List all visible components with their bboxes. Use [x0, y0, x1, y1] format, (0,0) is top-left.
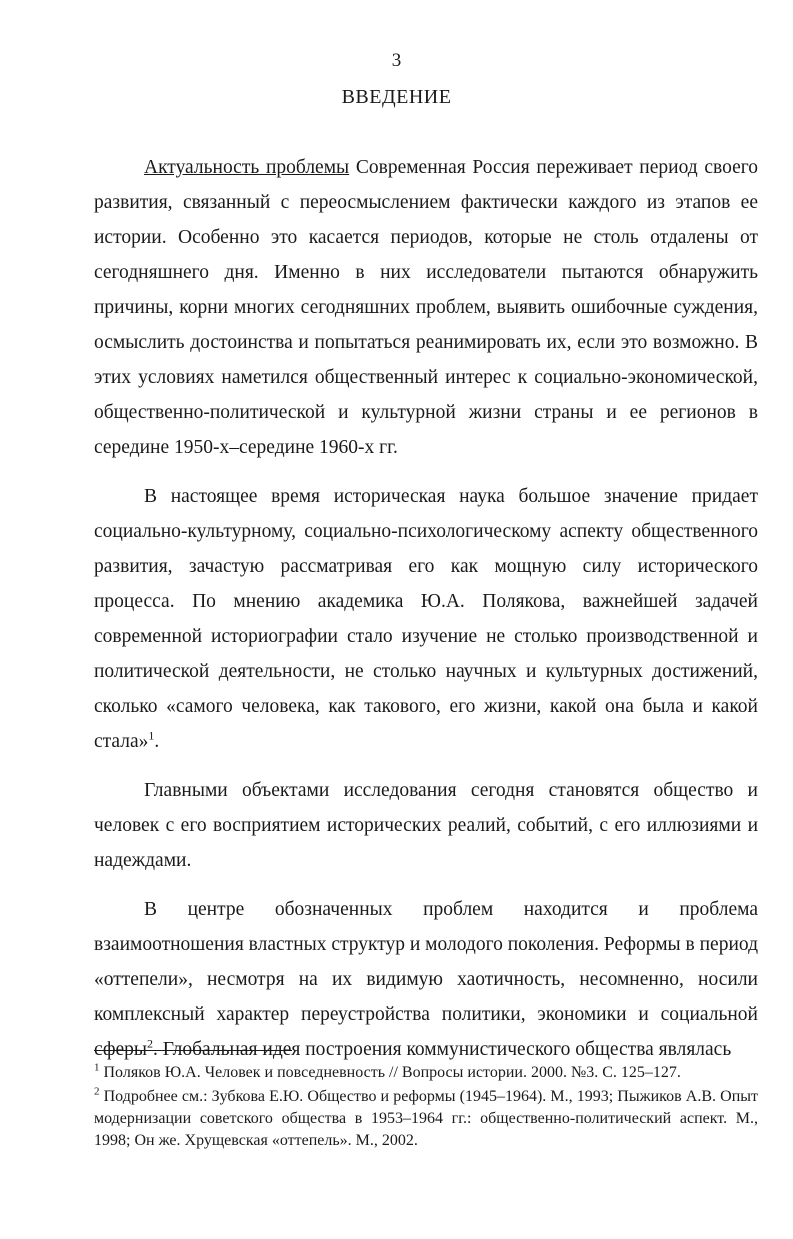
paragraph-4-end: . Глобальная идея построения коммунистического общества являлась — [153, 1039, 732, 1060]
footnote-ref-1: 1 — [148, 728, 155, 743]
page-title: ВВЕДЕНИЕ — [341, 86, 452, 108]
footnote-1-text: Поляков Ю.А. Человек и повседневность // Вопросы истории. 2000. №3. С. 125–127. — [99, 1064, 681, 1081]
footnote-1 — [94, 1062, 758, 1084]
page-number: 3 — [391, 50, 402, 71]
footnote-ref-2: 2 — [147, 1036, 154, 1051]
paragraph-4 — [94, 892, 758, 1067]
paragraph-1-text: Современная Россия переживает период своего развития, связанный с переосмыслением фактически каждого из этапов ее истории. Особенно это касается периодов, которые не столь отдалены от сегодняшнего дня. Именно в них исследователи пытаются обнаружить причины, корни многих сегодняшних проблем, выявить ошибочные суждения, осмыслить достоинства и попытаться реанимировать их, если это возможно. В этих условиях наметился общественный интерес к социально-экономической, общественно-политической и культурной жизни страны и ее регионов в середине 1950-х–середине 1960-х гг. — [94, 157, 759, 458]
footnote-2-number: 2 — [94, 1085, 100, 1098]
paragraph-3-text: Главными объектами исследования сегодня становятся общество и человек с его восприятием исторических реалий, событий, с его иллюзиями и надеждами. — [94, 780, 758, 871]
footnote-divider — [94, 1050, 292, 1051]
footnotes — [94, 1062, 758, 1154]
paragraph-2 — [94, 479, 758, 759]
paragraph-1-lead: Актуальность проблемы — [144, 157, 350, 178]
paragraph-4-text: В центре обозначенных проблем находится и проблема взаимоотношения властных структур и молодого поколения. Реформы в период «оттепели», несмотря на их видимую хаотичность, несомненно, носили комплексный характер переустройства политики, экономики и социальной сферы — [94, 899, 758, 1060]
footnote-2-text: Подробнее см.: Зубкова Е.Ю. Общество и реформы (1945–1964). М., 1993; Пыжиков А.В. Опыт модернизации советского общества в 1953–1964 гг.: общественно-политический аспект. М., 1998; Он же. Хрущевская «оттепель». М., 2002. — [94, 1088, 758, 1149]
paragraph-2-end: . — [154, 731, 160, 752]
paragraph-1 — [94, 150, 758, 465]
body-text — [94, 150, 758, 1081]
paragraph-2-text: В настоящее время историческая наука большое значение придает социально-культурному, социально-психологическому аспекту общественного развития, зачастую рассматривая его как мощную силу исторического процесса. По мнению академика Ю.А. Полякова, важнейшей задачей современной историографии стало изучение не столько производственной и политической деятельности, не столько научных и культурных достижений, сколько «самого человека, как такового, его жизни, какой она была и какой стала» — [94, 486, 758, 752]
paragraph-3 — [94, 773, 758, 878]
footnote-2 — [94, 1086, 758, 1152]
footnote-1-number: 1 — [94, 1061, 100, 1074]
